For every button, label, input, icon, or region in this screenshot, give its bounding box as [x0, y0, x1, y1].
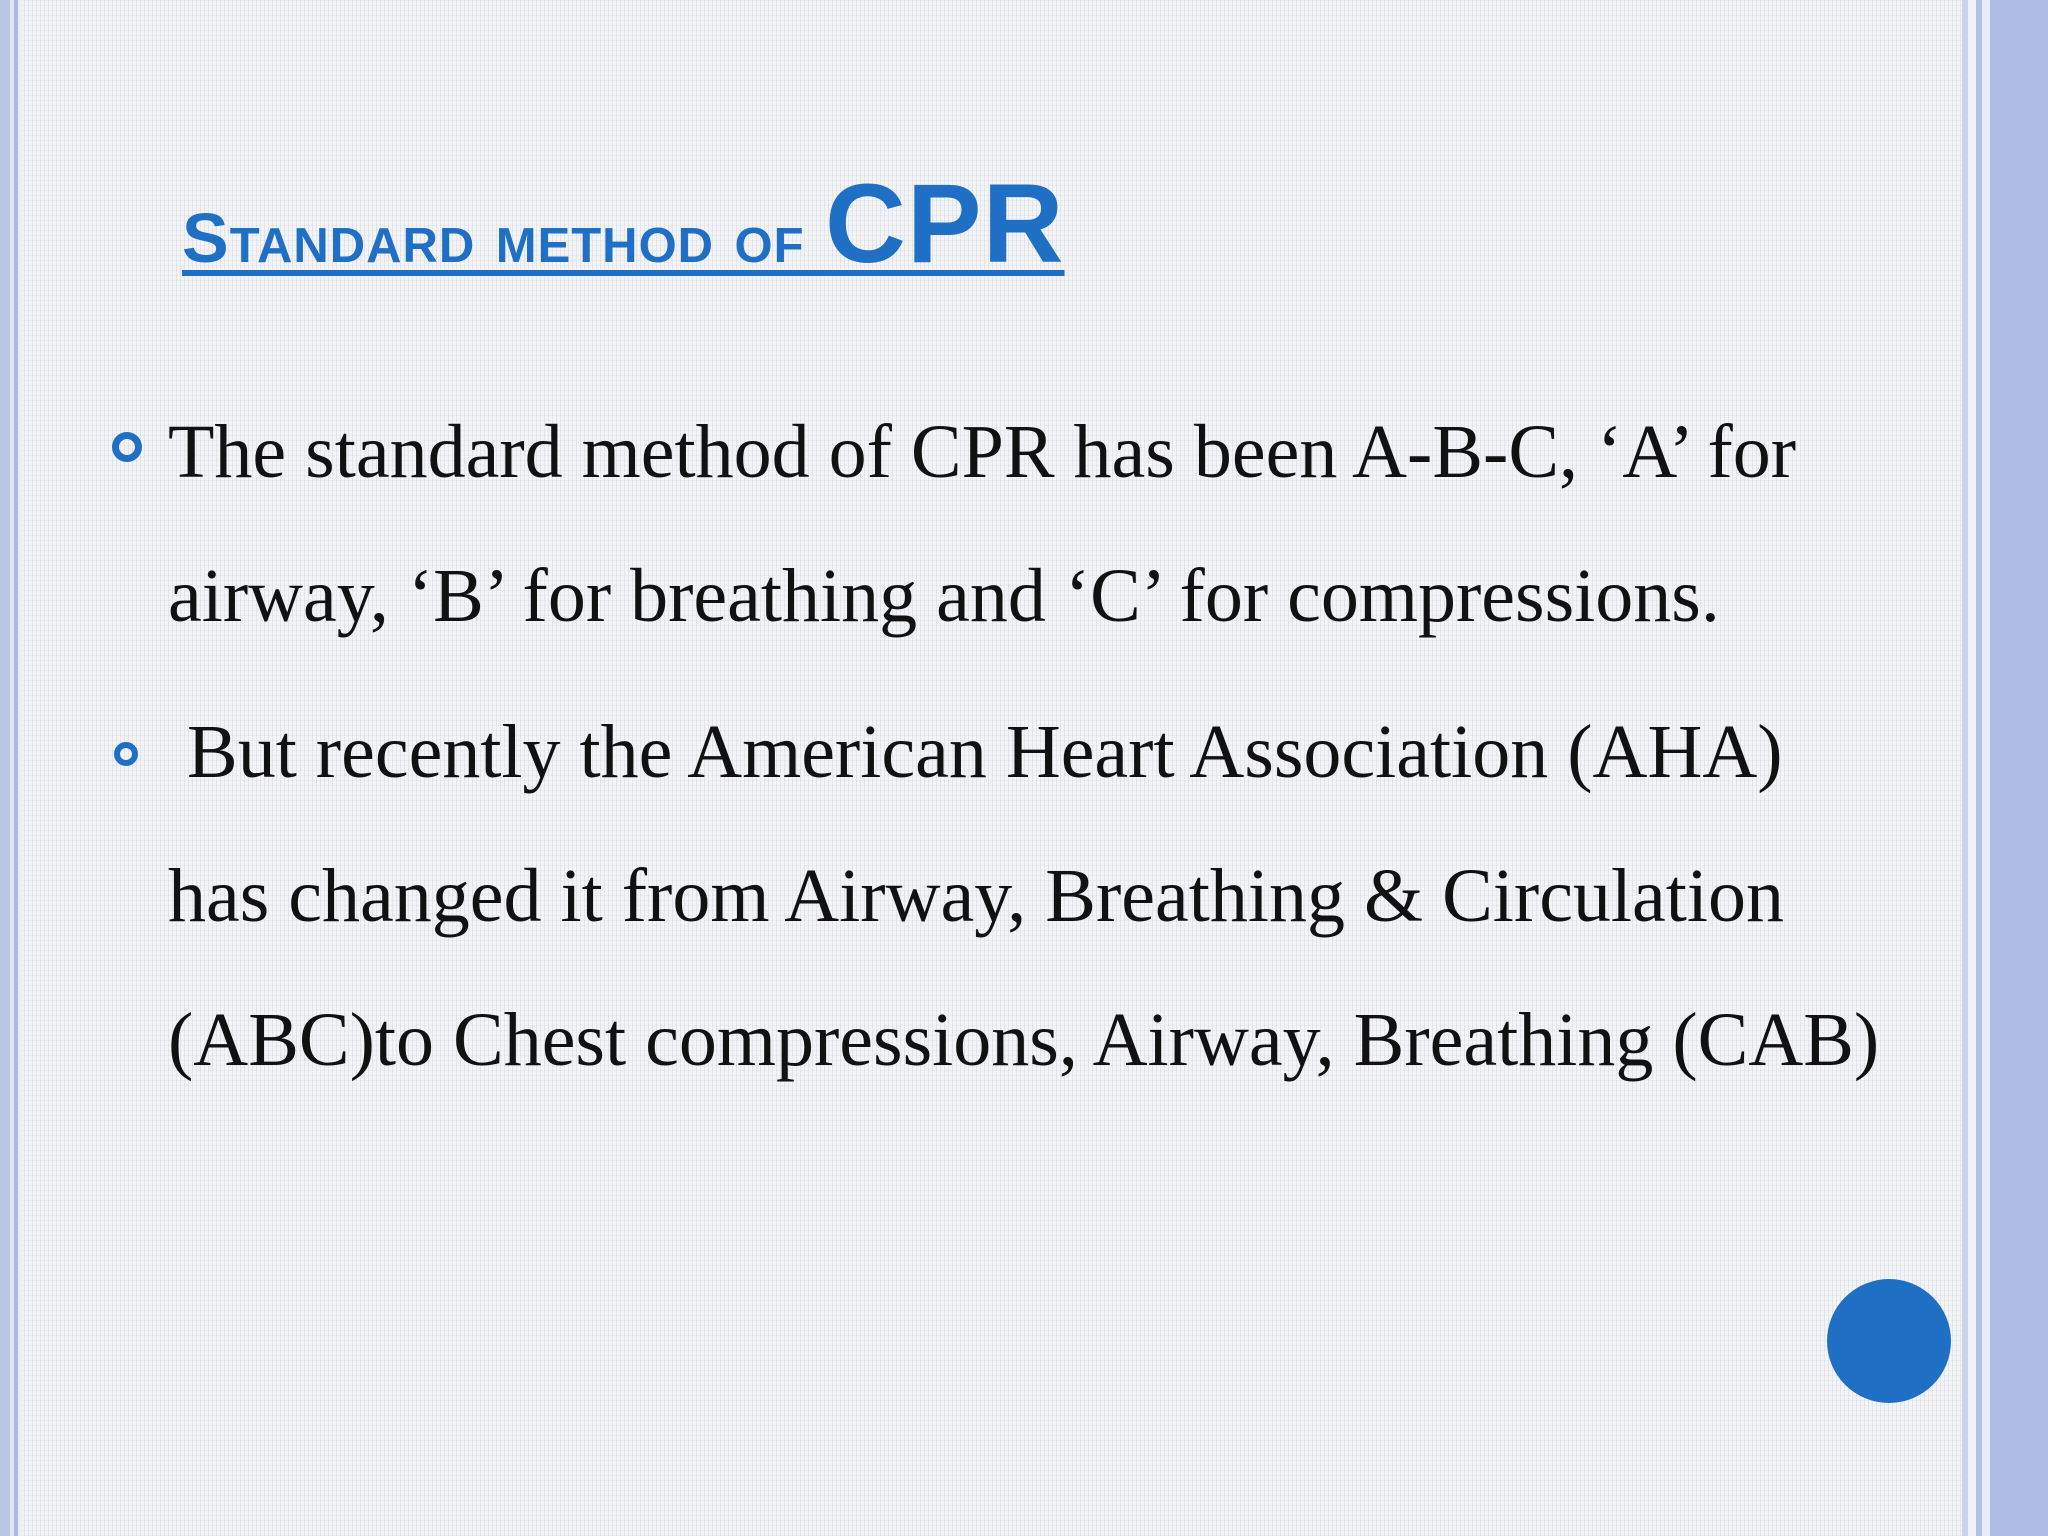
bullet-item [110, 680, 1890, 1112]
bullet-text: But recently the American Heart Association (AHA) has changed it from Airway, Breathing & Circulation (ABC)to Chest compressions, Airway, Breathing (CAB) [168, 710, 1880, 1082]
bullet-list [110, 380, 1890, 1112]
slide-title-emphasis: CPR [825, 161, 1065, 286]
bullet-item [110, 380, 1890, 668]
bullet-text: The standard method of CPR has been A-B-C, ‘A’ for airway, ‘B’ for breathing and ‘C’ for compressions. [168, 410, 1797, 638]
right-border-decoration [1962, 0, 2048, 1536]
slide-title [182, 161, 1065, 286]
filled-circle-icon [1827, 1279, 1951, 1403]
left-border-decoration [0, 0, 22, 1536]
ring-bullet-icon [114, 742, 138, 766]
ring-bullet-icon [112, 432, 142, 462]
slide-title-prefix: Standard method of [182, 199, 826, 277]
